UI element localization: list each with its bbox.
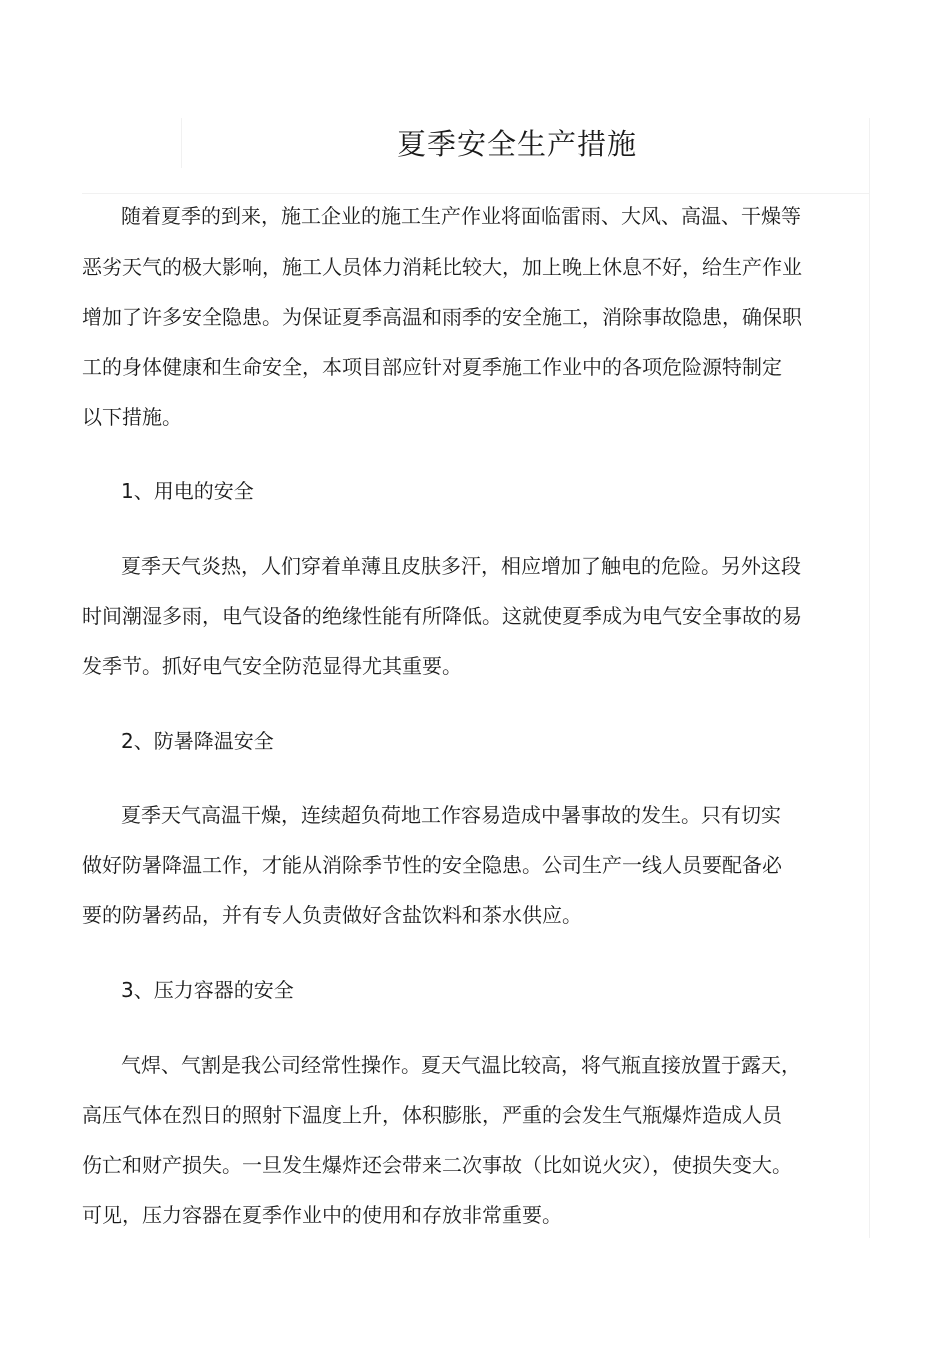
section-3-line-2: 高压气体在烈日的照射下温度上升，体积膨胀，严重的会发生气瓶爆炸造成人员	[82, 1103, 782, 1127]
section-3-line-4: 可见，压力容器在夏季作业中的使用和存放非常重要。	[82, 1203, 562, 1227]
section-3-heading: 3、压力容器的安全	[121, 978, 294, 1002]
section-2-heading: 2、防暑降温安全	[121, 729, 274, 753]
table-border-top	[82, 193, 870, 194]
section-1-line-3: 发季节。抓好电气安全防范显得尤其重要。	[82, 654, 462, 678]
table-border-right	[869, 118, 870, 1238]
intro-line-3: 增加了许多安全隐患。为保证夏季高温和雨季的安全施工，消除事故隐患，确保职	[82, 305, 802, 329]
section-2-line-3: 要的防暑药品，并有专人负责做好含盐饮料和茶水供应。	[82, 903, 582, 927]
section-2-line-2: 做好防暑降温工作，才能从消除季节性的安全隐患。公司生产一线人员要配备必	[82, 853, 782, 877]
section-2-line-1: 夏季天气高温干燥，连续超负荷地工作容易造成中暑事故的发生。只有切实	[121, 803, 781, 827]
intro-line-5: 以下措施。	[82, 405, 182, 429]
document-title: 夏季安全生产措施	[396, 127, 637, 161]
intro-line-1: 随着夏季的到来，施工企业的施工生产作业将面临雷雨、大风、高温、干燥等	[121, 204, 801, 228]
section-1-line-2: 时间潮湿多雨，电气设备的绝缘性能有所降低。这就使夏季成为电气安全事故的易	[82, 604, 802, 628]
intro-line-2: 恶劣天气的极大影响，施工人员体力消耗比较大，加上晚上休息不好，给生产作业	[82, 255, 802, 279]
section-1-line-1: 夏季天气炎热，人们穿着单薄且皮肤多汗，相应增加了触电的危险。另外这段	[121, 554, 801, 578]
section-3-line-1: 气焊、气割是我公司经常性操作。夏天气温比较高，将气瓶直接放置于露天，	[121, 1053, 801, 1077]
section-3-line-3: 伤亡和财产损失。一旦发生爆炸还会带来二次事故（比如说火灾），使损失变大。	[82, 1153, 792, 1177]
section-1-heading: 1、用电的安全	[121, 479, 254, 503]
intro-line-4: 工的身体健康和生命安全，本项目部应针对夏季施工作业中的各项危险源特制定	[82, 355, 782, 379]
